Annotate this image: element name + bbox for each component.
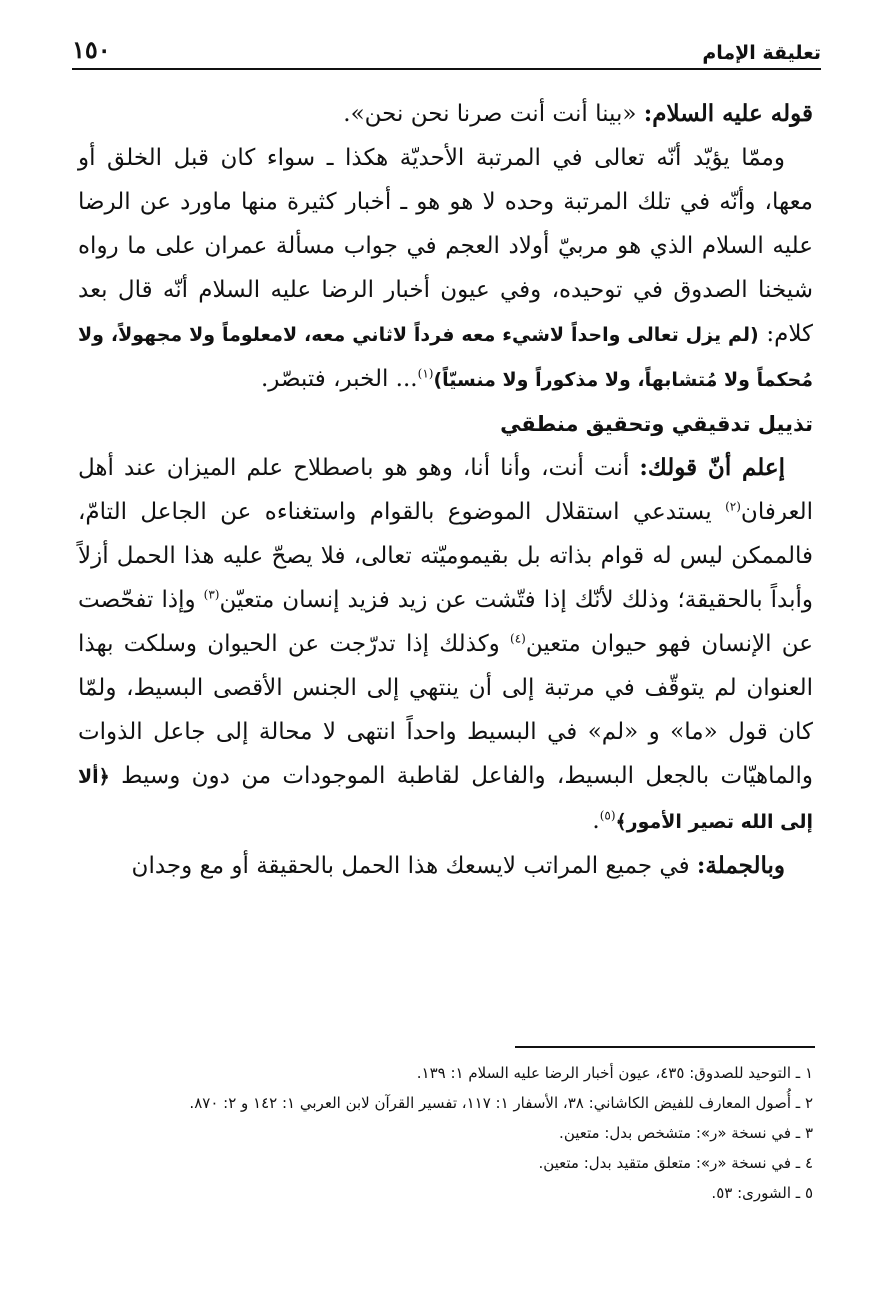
paragraph-1-quote: «بينا أنت أنت صرنا نحن نحن». (343, 101, 644, 127)
paragraph-1-lead: قوله عليه السلام: (643, 100, 813, 127)
paragraph-2-text: وممّا يؤيّد أنّه تعالى في المرتبة الأحديّة هكذا ـ سواء كان قبل الخلق أو معها، وأنّه في تلك المرتبة وحده لا هو هو ـ أخبار كثيرة منها ماورد عن الرضا عليه السلام الذي هو مربيّ أولاد العجم في جواب مسألة عمران على ما رواه شيخنا الصدوق في توحيده، وفي عيون أخبار الرضا عليه السلام أنّه قال بعد كلام: (78, 145, 813, 347)
page-number: ١٥٠ (72, 35, 111, 64)
paragraph-3 (78, 446, 813, 844)
paragraph-3-text-1: أنت أنت، وأنا أنا، وهو هو باصطلاح علم الميزان عند أهل العرفان (78, 455, 813, 525)
footnote-ref-2: (٢) (725, 499, 741, 514)
footnote-5: ٥ ـ الشورى: ٥٣. (711, 1184, 813, 1202)
paragraph-3-text-3: وإذا تفحّصت عن الإنسان فهو حيوان متعين (78, 587, 814, 657)
running-title: تعليقة الإمام (702, 42, 821, 64)
footnote-ref-4: (٤) (510, 631, 526, 646)
footnote-4: ٤ ـ في نسخة «ر»: متعلق متقيد بدل: متعين. (538, 1154, 813, 1172)
hadith-quote: (لم يزل تعالى واحداً لاشيء معه فرداً لاثاني معه، لامعلوماً ولا مجهولاً، ولا مُحكماً ولا مُتشابهاً، ولا مذكوراً ولا منسيّاً) (78, 324, 813, 391)
paragraph-3-text-4: وكذلك إذا تدرّجت عن الحيوان وسلكت بهذا العنوان لم يتوقّف في مرتبة إلى أن ينتهي إلى الجنس الأقصى البسيط، ولمّا كان قول «ما» و «لم» في البسيط واحداً انتهى لا محالة إلى جاعل الذوات والماهيّات بالجعل البسيط، والفاعل لقاطبة الموجودات من دون وسيط (78, 631, 813, 789)
paragraph-3-text-2: يستدعي استقلال الموضوع بالقوام واستغناءه عن الجاعل التامّ، فالممكن ليس له قوام بذاته بل بقيموميّته تعالى، فلا يصحّ عليه هذا الحمل أزلاً وأبداً بالحقيقة؛ وذلك لأنّك إذا فتّشت عن زيد فزيد إنسان متعيّن (78, 499, 813, 613)
paragraph-4 (78, 844, 813, 888)
running-header (72, 30, 821, 70)
paragraph-2-tail: ... الخبر، فتبصّر. (260, 366, 418, 392)
footnotes (60, 1058, 813, 1208)
footnote-divider (515, 1046, 815, 1048)
paragraph-3-text-5: . (592, 808, 600, 834)
section-title: تذييل تدقيقي وتحقيق منطقي (500, 412, 813, 436)
footnote-ref-1: (١) (417, 366, 434, 381)
paragraph-4-text: في جميع المراتب لايسعك هذا الحمل بالحقيقة أو مع وجدان (131, 853, 697, 879)
quran-verse: ﴿ألا إلى الله تصير الأمور﴾ (78, 766, 813, 833)
paragraph-2 (78, 136, 813, 402)
footnote-ref-5: (٥) (599, 808, 616, 823)
paragraph-3-lead: إعلم أنّ قولك: (639, 454, 785, 481)
paragraph-4-lead: وبالجملة: (696, 852, 785, 879)
footnote-2: ٢ ـ أُصول المعارف للفيض الكاشاني: ٣٨، الأسفار ١: ١١٧، تفسير القرآن لابن العربي ١: ١٤٢ و ٢: ٨٧٠. (189, 1094, 813, 1112)
footnote-1: ١ ـ التوحيد للصدوق: ٤٣٥، عيون أخبار الرضا عليه السلام ١: ١٣٩. (416, 1064, 813, 1082)
footnote-ref-3: (٣) (203, 587, 220, 602)
paragraph-1 (78, 92, 813, 136)
main-text (78, 92, 813, 888)
footnote-3: ٣ ـ في نسخة «ر»: متشخص بدل: متعين. (559, 1124, 813, 1142)
